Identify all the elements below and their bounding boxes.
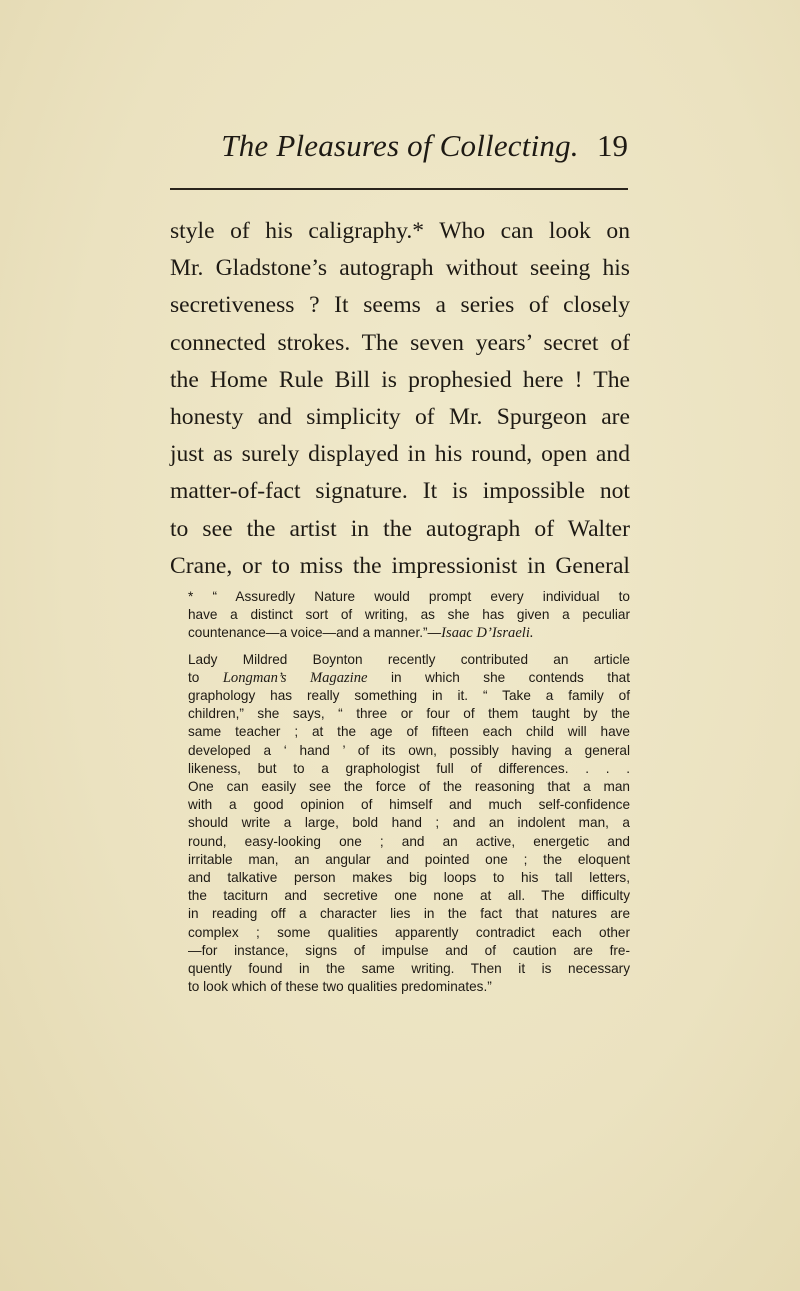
footnote-line: * “ Assuredly Nature would prompt every individual to: [188, 589, 630, 604]
text-line: matter-of-fact signature. It is impossible not: [170, 478, 630, 505]
footnote-line: the taciturn and secretive one none at all. The difficulty: [188, 888, 630, 904]
text-line: Crane, or to miss the impressionist in General: [170, 552, 630, 579]
footnote-line: and talkative person makes big loops to his tall letters,: [188, 870, 630, 886]
footnote-line: children,” she says, “ three or four of them taught by the: [188, 706, 630, 722]
footnote-line: have a distinct sort of writing, as she has given a peculiar: [188, 607, 630, 623]
running-title: The Pleasures of Collecting.: [221, 128, 579, 163]
footnote-line: graphology has really something in it. “ Take a family of: [188, 688, 630, 704]
footnote-line: One can easily see the force of the reasoning that a man: [188, 779, 630, 795]
text-line: just as surely displayed in his round, open and: [170, 441, 630, 468]
text-line: honesty and simplicity of Mr. Spurgeon are: [170, 404, 630, 431]
text-line: Mr. Gladstone’s autograph without seeing his: [170, 255, 630, 282]
magazine-title: Longman’s Magazine: [222, 669, 368, 686]
footnote-line: round, easy-looking one ; and an active, energetic and: [188, 833, 630, 849]
footnote-line: same teacher ; at the age of fifteen each child will have: [188, 724, 630, 740]
text-line: the Home Rule Bill is prophesied here ! The: [170, 366, 630, 393]
footnote-line: [170, 624, 630, 642]
footnote-line: likeness, but to a graphologist full of differences. . . .: [188, 760, 630, 776]
footnote-attribution: Isaac D’Israeli.: [441, 625, 534, 642]
footnote-line: quently found in the same writing. Then it is necessary: [188, 961, 630, 977]
footnotes: [170, 588, 630, 996]
footnote-line: —for instance, signs of impulse and of caution are fre-: [188, 942, 630, 958]
footnote-line: [170, 669, 630, 687]
footnote-line: with a good opinion of himself and much self-confidence: [188, 797, 630, 813]
text-line: to see the artist in the autograph of Walter: [170, 515, 630, 542]
footnote-line: in reading off a character lies in the fact that natures are: [188, 906, 630, 922]
page-number: 19: [597, 128, 628, 163]
footnote-line: irritable man, an angular and pointed one ; the eloquent: [188, 851, 630, 867]
footnote-line: complex ; some qualities apparently contradict each other: [188, 924, 630, 940]
text-line: connected strokes. The seven years’ secret of: [170, 329, 630, 356]
main-text: [170, 213, 630, 585]
text-line: style of his caligraphy.* Who can look on: [170, 218, 630, 244]
footnote-text: countenance—a voice—and a manner.”—: [188, 625, 442, 641]
footnote-disraeli: [170, 588, 630, 643]
footnote-boynton: [170, 651, 630, 997]
footnote-line: Lady Mildred Boynton recently contributed an article: [188, 651, 630, 667]
footnote-line: to look which of these two qualities predominates.”: [188, 979, 492, 995]
footnote-line: developed a ‘ hand ’ of its own, possibly having a general: [188, 742, 630, 758]
footnote-text: to: [188, 669, 223, 685]
footnote-line: should write a large, bold hand ; and an indolent man, a: [188, 815, 630, 831]
footnote-text: in which she contends that: [367, 669, 630, 685]
header-rule: [170, 188, 628, 190]
text-line: secretiveness ? It seems a series of closely: [170, 292, 630, 319]
running-head: [0, 128, 800, 168]
